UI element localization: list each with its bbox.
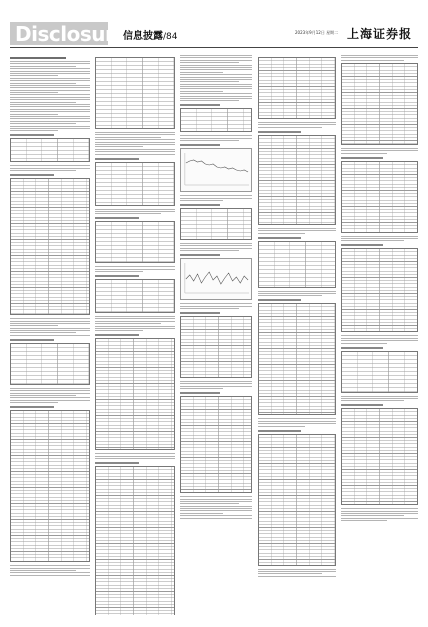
data-table <box>258 57 336 119</box>
data-table <box>95 466 175 615</box>
data-table <box>341 351 418 393</box>
data-table <box>95 279 175 313</box>
page-number: /84 <box>163 32 178 42</box>
data-table <box>341 408 418 505</box>
data-table <box>258 434 336 566</box>
data-table <box>341 63 418 145</box>
data-table <box>10 410 90 562</box>
data-table <box>180 208 252 240</box>
data-table <box>180 316 252 378</box>
data-table <box>180 108 252 132</box>
data-table <box>180 396 252 493</box>
column-5 <box>341 55 418 615</box>
data-table <box>95 162 175 206</box>
data-table <box>341 248 418 332</box>
data-table <box>95 221 175 263</box>
data-table <box>258 135 336 225</box>
brand-wordmark: Disclosure <box>10 22 108 45</box>
section-title <box>123 27 177 42</box>
data-table <box>95 57 175 129</box>
column-4 <box>258 55 336 615</box>
line-chart-1 <box>180 148 252 192</box>
page-header <box>10 21 418 45</box>
data-table <box>10 178 90 315</box>
newspaper-masthead: 上海证券报 <box>346 27 412 41</box>
column-heading <box>10 57 66 59</box>
column-2 <box>95 55 175 615</box>
column-1 <box>10 55 90 615</box>
data-table <box>95 338 175 450</box>
header-rule <box>10 47 418 48</box>
data-table <box>10 138 90 162</box>
column-3 <box>180 55 252 615</box>
section-name: 信息披露 <box>123 31 163 42</box>
data-table <box>258 241 336 288</box>
data-table <box>10 343 90 385</box>
line-chart-2 <box>180 258 252 300</box>
data-table <box>258 303 336 415</box>
data-table <box>341 161 418 233</box>
publication-date: 2023年9月12日 星期二 <box>295 30 339 35</box>
